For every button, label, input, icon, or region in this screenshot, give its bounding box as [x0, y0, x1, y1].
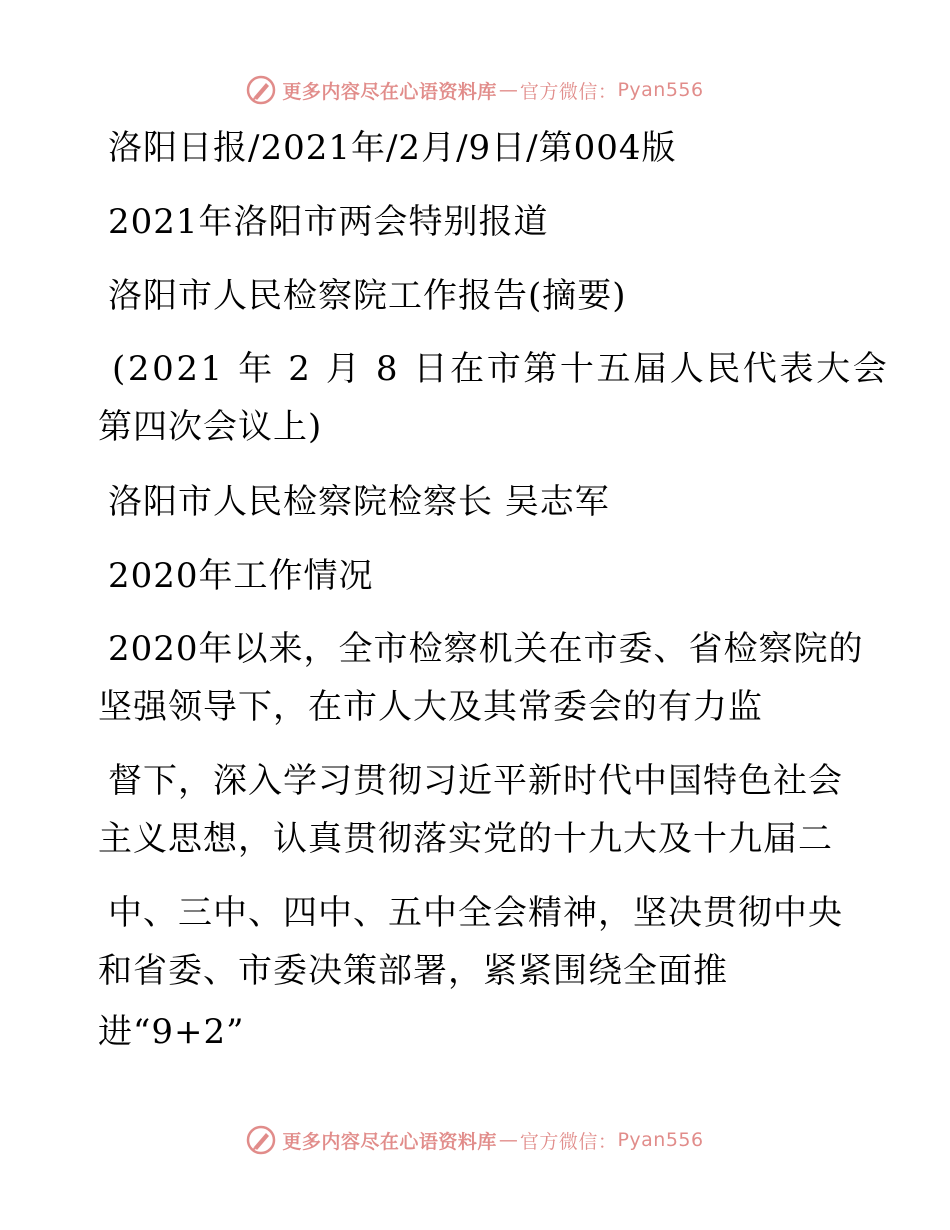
report-title: 洛阳市人民检察院工作报告(摘要) — [108, 276, 627, 316]
author-line: 洛阳市人民检察院检察长 吴志军 — [108, 482, 610, 522]
paragraph-1-line-1: 2020年以来，全市检察机关在市委、省检察院的 — [108, 629, 864, 669]
meeting-note — [98, 340, 889, 456]
meeting-note-line-1: (2021 年 2 月 8 日在市第十五届人民代表大会 — [112, 349, 890, 389]
paragraph-4: 进“9+2” — [98, 1012, 245, 1052]
paragraph-2 — [98, 752, 843, 868]
meeting-note-line-2: 第四次会议上) — [98, 407, 323, 447]
paragraph-1-line-2: 坚强领导下，在市人大及其常委会的有力监 — [98, 687, 763, 727]
watermark-footer — [0, 1122, 950, 1158]
paragraph-2-line-2: 主义思想，认真贯彻落实党的十九大及十九届二 — [98, 819, 833, 859]
watermark-wechat-label: 官方微信： — [519, 80, 618, 103]
pen-logo-icon — [246, 1125, 276, 1155]
paragraph-3-line-2: 和省委、市委决策部署，紧紧围绕全面推 — [98, 951, 728, 991]
pen-logo-icon — [246, 75, 276, 105]
paragraph-1 — [98, 620, 864, 736]
watermark-dash: — — [498, 79, 518, 101]
subsection-heading: 2020年工作情况 — [108, 556, 374, 596]
paragraph-2-line-1: 督下，深入学习贯彻习近平新时代中国特色社会 — [108, 761, 843, 801]
watermark-header — [0, 72, 950, 108]
watermark-wechat-id: Pyan556 — [617, 1129, 704, 1151]
source-line: 洛阳日报/2021年/2月/9日/第004版 — [108, 128, 677, 168]
watermark-wechat-id: Pyan556 — [617, 79, 704, 101]
watermark-main-text: 更多内容尽在心语资料库 — [282, 1130, 497, 1153]
paragraph-3 — [98, 884, 843, 1000]
section-title: 2021年洛阳市两会特别报道 — [108, 202, 549, 242]
paragraph-3-line-1: 中、三中、四中、五中全会精神，坚决贯彻中央 — [108, 893, 843, 933]
watermark-main-text: 更多内容尽在心语资料库 — [282, 80, 497, 103]
watermark-dash: — — [498, 1129, 518, 1151]
watermark-wechat-label: 官方微信： — [519, 1130, 618, 1153]
